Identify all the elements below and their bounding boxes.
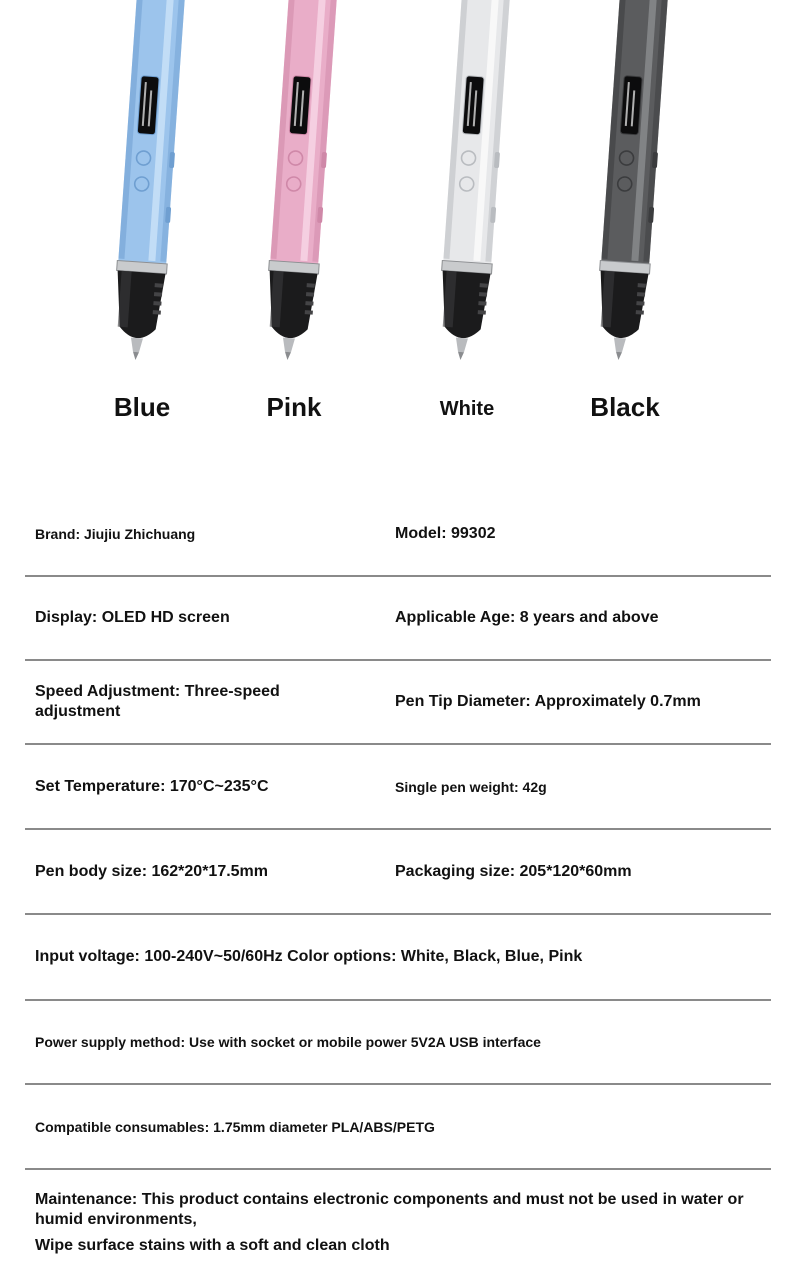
spec-row-brand-model xyxy=(25,492,771,577)
spec-power: Power supply method: Use with socket or mobile power 5V2A USB interface xyxy=(35,1034,541,1050)
color-label-blue: Blue xyxy=(113,392,171,422)
pen-blue xyxy=(62,0,222,440)
spec-row-speed-tip xyxy=(25,661,771,745)
spec-consumables: Compatible consumables: 1.75mm diameter PLA/ABS/PETG xyxy=(35,1118,435,1135)
vent-slot xyxy=(153,301,161,306)
spec-model: Model: 99302 xyxy=(395,524,496,542)
vent-slot xyxy=(636,301,644,306)
pen-pink xyxy=(214,0,374,440)
pen-tip xyxy=(613,338,626,353)
color-label-black: Black xyxy=(590,392,660,422)
spec-voltage: Input voltage: 100-240V~50/60Hz Color options: White, Black, Blue, Pink xyxy=(35,948,583,965)
spec-speed: Speed Adjustment: Three-speed adjustment xyxy=(35,683,280,720)
spec-brand: Brand: Jiujiu Zhichuang xyxy=(35,525,196,542)
spec-maintenance xyxy=(35,1190,765,1256)
pen-shape xyxy=(593,0,669,362)
spec-tip: Pen Tip Diameter: Approximately 0.7mm xyxy=(395,693,701,710)
spec-row-display-age xyxy=(25,577,771,661)
vent-slot xyxy=(637,292,645,297)
spec-row-voltage xyxy=(25,915,771,1001)
pen-shape xyxy=(110,0,186,362)
spec-maintenance-warning: Maintenance: This product contains electronic components and must not be used in water or humid environments, xyxy=(35,1191,744,1228)
spec-age: Applicable Age: 8 years and above xyxy=(395,609,659,626)
spec-row-consumables xyxy=(25,1085,771,1170)
color-label-pink: Pink xyxy=(266,392,322,422)
spec-display: Display: OLED HD screen xyxy=(35,609,230,626)
spec-row-maintenance xyxy=(25,1170,771,1270)
minus-button-icon xyxy=(134,177,149,192)
minus-button-icon xyxy=(617,177,632,192)
vent-slot xyxy=(307,283,315,288)
plus-button-icon xyxy=(619,151,634,166)
pen-shape xyxy=(435,0,511,362)
plus-button-icon xyxy=(136,151,151,166)
minus-button-icon xyxy=(459,177,474,192)
vent-slot xyxy=(305,301,313,306)
spec-maintenance-cleaning: Wipe surface stains with a soft and clean cloth xyxy=(35,1237,390,1254)
pen-white xyxy=(387,0,547,440)
vent-slot xyxy=(154,292,162,297)
vent-slot xyxy=(638,283,646,288)
pen-tip-point xyxy=(132,352,139,360)
pen-black xyxy=(545,0,705,440)
pen-shape xyxy=(262,0,338,362)
spec-weight: Single pen weight: 42g xyxy=(395,778,547,795)
spec-body-size: Pen body size: 162*20*17.5mm xyxy=(35,862,269,880)
pen-tip xyxy=(130,338,143,353)
pen-white-image xyxy=(387,0,547,380)
pen-black-image xyxy=(545,0,705,380)
pen-tip xyxy=(282,338,295,353)
spec-temperature: Set Temperature: 170°C~235°C xyxy=(35,777,269,795)
spec-row-body-packaging xyxy=(25,830,771,915)
pen-pink-image xyxy=(214,0,374,380)
vent-slot xyxy=(306,292,314,297)
vent-slot xyxy=(478,301,486,306)
pen-color-gallery xyxy=(0,0,800,440)
vent-slot xyxy=(478,310,486,315)
vent-slot xyxy=(479,292,487,297)
spec-row-power xyxy=(25,1001,771,1085)
plus-button-icon xyxy=(288,151,303,166)
vent-slot xyxy=(480,283,488,288)
spec-row-temperature-weight xyxy=(25,745,771,830)
vent-slot xyxy=(636,310,644,315)
pen-tip-point xyxy=(457,352,464,360)
vent-slot xyxy=(305,310,313,315)
vent-slot xyxy=(155,283,163,288)
color-label-white: White xyxy=(439,398,495,420)
pen-tip-point xyxy=(284,352,291,360)
pen-tip xyxy=(455,338,468,353)
vent-slot xyxy=(153,310,161,315)
spec-packaging: Packaging size: 205*120*60mm xyxy=(395,862,632,880)
pen-blue-image xyxy=(62,0,222,380)
spec-table xyxy=(25,492,771,1270)
plus-button-icon xyxy=(461,151,476,166)
pen-tip-point xyxy=(615,352,622,360)
minus-button-icon xyxy=(286,177,301,192)
